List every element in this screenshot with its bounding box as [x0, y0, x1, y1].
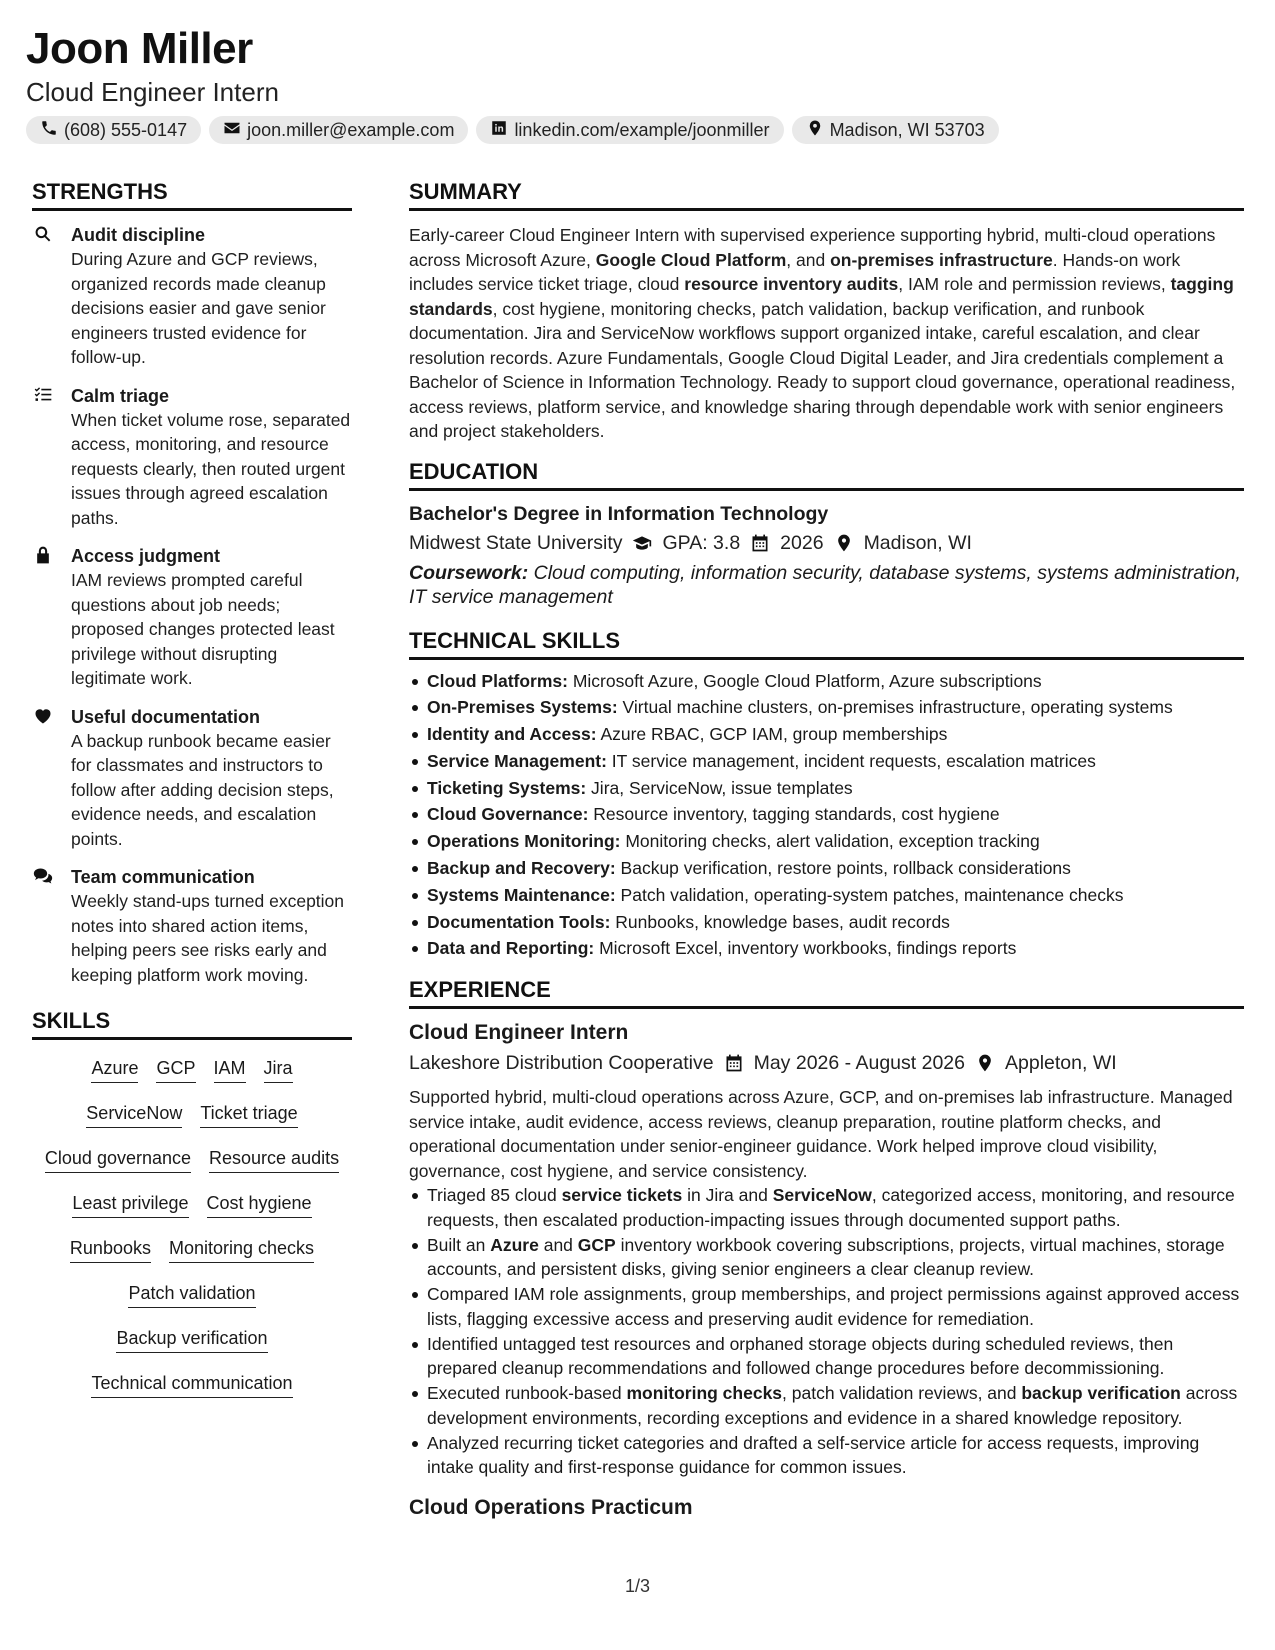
left-column — [32, 178, 352, 1416]
bold-text: Azure — [490, 1234, 539, 1255]
education-meta — [409, 529, 1244, 557]
map-pin-icon — [834, 533, 854, 553]
skill-tag: GCP — [156, 1056, 195, 1083]
technical-skill-item — [409, 909, 1244, 936]
graduation-cap-icon — [632, 533, 652, 553]
job-meta — [409, 1049, 1244, 1077]
experience-heading: EXPERIENCE — [409, 976, 1244, 1009]
skill-tag: ServiceNow — [86, 1101, 182, 1128]
bold-text: tagging standards — [409, 274, 1234, 319]
technical-skill-label: Cloud Platforms: — [427, 670, 568, 691]
technical-skill-text: Runbooks, knowledge bases, audit records — [610, 911, 950, 932]
job-bullet — [409, 1282, 1244, 1331]
job-description: Supported hybrid, multi-cloud operations across Azure, GCP, and on-premises lab infrastructure. Managed service intake, audit evidence, access reviews, cleanup preparation, routine platform checks, and operational documentation under senior-engineer guidance. Work helped improve cloud visibility, governance, cost hygiene, and service consistency. — [409, 1087, 1233, 1181]
technical-skill-text: Microsoft Azure, Google Cloud Platform, Azure subscriptions — [567, 670, 1042, 691]
job-bullet — [409, 1233, 1244, 1282]
technical-skill-text: Microsoft Excel, inventory workbooks, findings reports — [594, 938, 1017, 959]
strength-item — [32, 384, 352, 531]
text-run: Built an — [427, 1234, 491, 1255]
technical-skill-item — [409, 775, 1244, 802]
map-pin-icon — [806, 119, 824, 142]
technical-skill-item — [409, 801, 1244, 828]
skills-list — [32, 1056, 352, 1398]
contact-email[interactable] — [209, 116, 468, 144]
skill-row — [32, 1281, 352, 1308]
heart-icon — [33, 706, 53, 726]
text-run: inventory workbook covering subscriptions, projects, virtual machines, storage accounts, and persistent disks, giving senior engineers a clear cleanup review. — [427, 1234, 1225, 1280]
bold-text: GCP — [577, 1234, 616, 1255]
text-run: , IAM role and permission reviews, — [898, 274, 1171, 294]
technical-skill-label: Documentation Tools: — [427, 911, 611, 932]
calendar-icon — [750, 533, 770, 553]
text-run: , patch validation reviews, and — [782, 1383, 1022, 1404]
text-run: in Jira and — [682, 1185, 773, 1206]
skill-row — [32, 1236, 352, 1263]
bold-text: ServiceNow — [772, 1185, 872, 1206]
coursework — [409, 561, 1244, 609]
strength-text: During Azure and GCP reviews, organized records made cleanup decisions easier and gave senior engineers trusted evidence for follow-up. — [71, 249, 326, 367]
skill-row — [32, 1326, 352, 1353]
technical-skill-item — [409, 882, 1244, 909]
text-run: Triaged 85 cloud — [427, 1185, 562, 1206]
job-dates: May 2026 - August 2026 — [753, 1052, 965, 1075]
text-run: across development environments, recording exceptions and evidence in a shared knowledge repository. — [427, 1383, 1238, 1428]
envelope-icon — [223, 119, 241, 142]
lock-icon — [33, 545, 53, 565]
technical-skill-label: Service Management: — [427, 750, 607, 771]
strength-item — [32, 544, 352, 691]
skill-row — [32, 1371, 352, 1398]
technical-skill-label: Cloud Governance: — [427, 804, 589, 825]
candidate-name: Joon Miller — [26, 24, 253, 73]
gpa-text: GPA: 3.8 — [662, 531, 741, 554]
skill-tag: Ticket triage — [200, 1101, 297, 1128]
skill-tag: Cost hygiene — [207, 1191, 312, 1218]
text-run: Identified untagged test resources and orphaned storage objects during scheduled reviews, then prepared cleanup recommendations and followed change procedures before decommissioning. — [427, 1333, 1174, 1379]
strength-title: Calm triage — [71, 385, 170, 406]
checklist-icon — [33, 385, 53, 405]
technical-skill-text: Resource inventory, tagging standards, cost hygiene — [588, 804, 1000, 825]
strength-text: When ticket volume rose, separated access, monitoring, and resource requests clearly, then routed urgent issues through agreed escalation paths. — [71, 409, 351, 528]
bold-text: on-premises infrastructure — [830, 249, 1053, 270]
strength-text: Weekly stand-ups turned exception notes into shared action items, helping peers see risks early and keeping platform work moving. — [71, 891, 345, 985]
technical-skill-text: Azure RBAC, GCP IAM, group memberships — [596, 724, 948, 745]
strength-text: A backup runbook became easier for classmates and instructors to follow after adding decision steps, evidence needs, and escalation points. — [71, 730, 334, 849]
education-heading: EDUCATION — [409, 458, 1244, 491]
technical-skill-item — [409, 694, 1244, 721]
skill-row — [32, 1146, 352, 1173]
contact-location — [792, 116, 999, 144]
skill-tag: Azure — [91, 1056, 138, 1083]
technical-skill-label: Ticketing Systems: — [427, 777, 587, 798]
skill-tag: Monitoring checks — [169, 1236, 314, 1263]
text-run: , cost hygiene, monitoring checks, patch validation, backup verification, and runbook documentation. Jira and ServiceNow workflows support organized intake, careful escalation, and clear resolution records. Azure Fundamentals, Google Cloud Digital Leader, and Jira credentials complement a Bachelor of Science in Information Technology. Ready to support cloud governance, operational readiness, access reviews, platform service, and knowledge sharing through dependable work with senior engineers and project stakeholders. — [409, 298, 1236, 441]
technical-skill-item — [409, 748, 1244, 775]
text-run: and — [538, 1234, 578, 1255]
skill-tag: Technical communication — [91, 1371, 292, 1398]
summary-paragraph — [409, 223, 1244, 444]
job-bullet — [409, 1431, 1244, 1480]
technical-skill-text: Backup verification, restore points, rollback considerations — [615, 858, 1071, 879]
text-run: Early-career Cloud Engineer Intern with supervised experience supporting hybrid, multi-cloud operations across Microsoft Azure, — [409, 225, 1216, 270]
technical-skill-text: Monitoring checks, alert validation, exception tracking — [620, 831, 1040, 852]
strength-text: IAM reviews prompted careful questions about job needs; proposed changes protected least privilege without disrupting legitimate work. — [71, 570, 335, 688]
email-text: joon.miller@example.com — [247, 119, 455, 140]
technical-skill-label: Systems Maintenance: — [427, 884, 616, 905]
technical-skill-label: Data and Reporting: — [427, 938, 595, 959]
strengths-heading: STRENGTHS — [32, 178, 352, 211]
technical-skill-text: Patch validation, operating-system patches, maintenance checks — [615, 884, 1124, 905]
skill-row — [32, 1101, 352, 1128]
job-bullet — [409, 1381, 1244, 1430]
company-name: Lakeshore Distribution Cooperative — [409, 1052, 714, 1075]
technical-skills-heading: TECHNICAL SKILLS — [409, 627, 1244, 660]
job-location: Appleton, WI — [1005, 1052, 1117, 1075]
school-name: Midwest State University — [409, 531, 623, 554]
skill-row — [32, 1056, 352, 1083]
strength-item — [32, 865, 352, 987]
skill-tag: Runbooks — [70, 1236, 151, 1263]
skills-heading: SKILLS — [32, 1007, 352, 1040]
resume-header — [26, 24, 1251, 144]
job-bullets — [409, 1183, 1244, 1480]
skill-tag: IAM — [214, 1056, 246, 1083]
summary-heading: SUMMARY — [409, 178, 1244, 211]
job-bullet — [409, 1332, 1244, 1381]
text-run: Executed runbook-based — [427, 1383, 627, 1404]
coursework-text: Cloud computing, information security, database systems, systems administration, IT service management — [409, 561, 1241, 608]
technical-skill-item — [409, 828, 1244, 855]
bold-text: monitoring checks — [626, 1383, 783, 1404]
technical-skill-label: Operations Monitoring: — [427, 831, 621, 852]
degree-title: Bachelor's Degree in Information Technology — [409, 502, 829, 525]
technical-skill-label: Backup and Recovery: — [427, 858, 616, 879]
page-number: 1/3 — [624, 1576, 651, 1596]
technical-skill-item — [409, 935, 1244, 962]
magnifier-icon — [33, 224, 53, 244]
skill-tag: Resource audits — [209, 1146, 339, 1173]
text-run: , and — [786, 249, 831, 270]
school-location: Madison, WI — [863, 531, 972, 554]
calendar-icon — [724, 1053, 744, 1073]
skill-tag: Least privilege — [72, 1191, 188, 1218]
technical-skill-text: IT service management, incident requests, escalation matrices — [606, 750, 1096, 771]
coursework-label: Coursework: — [409, 561, 529, 584]
contact-phone — [26, 116, 201, 144]
text-run: . Hands-on work includes service ticket triage, cloud — [409, 249, 1181, 294]
text-run: Analyzed recurring ticket categories and drafted a self-service article for access requests, improving intake quality and first-response guidance for common issues. — [427, 1432, 1200, 1478]
skill-tag: Jira — [264, 1056, 293, 1083]
map-pin-icon — [975, 1053, 995, 1073]
strength-title: Useful documentation — [71, 706, 261, 727]
bold-text: backup verification — [1021, 1383, 1181, 1404]
phone-text: (608) 555-0147 — [64, 119, 188, 140]
phone-icon — [40, 119, 58, 142]
strength-title: Audit discipline — [71, 225, 206, 245]
technical-skill-item — [409, 668, 1244, 695]
next-job-title: Cloud Operations Practicum — [409, 1495, 693, 1519]
comments-icon — [33, 866, 53, 886]
linkedin-text: linkedin.com/example/joonmiller — [514, 119, 770, 140]
contact-bar — [26, 116, 1251, 144]
linkedin-icon — [490, 119, 508, 142]
technical-skill-label: Identity and Access: — [427, 724, 597, 745]
technical-skills-list — [409, 668, 1244, 963]
text-run: Compared IAM role assignments, group memberships, and project permissions against approved access lists, flagging excessive access and preserving audit evidence for remediation. — [427, 1284, 1240, 1329]
text-run: , categorized access, monitoring, and resource requests, then escalated production-impacting issues through documented support paths. — [427, 1185, 1235, 1230]
bold-text: Google Cloud Platform — [595, 249, 787, 270]
candidate-title: Cloud Engineer Intern — [26, 77, 279, 107]
job-bullet — [409, 1183, 1244, 1232]
skill-tag: Cloud governance — [45, 1146, 191, 1173]
location-text: Madison, WI 53703 — [829, 119, 985, 140]
technical-skill-item — [409, 855, 1244, 882]
strength-title: Team communication — [71, 867, 255, 887]
bold-text: service tickets — [561, 1185, 683, 1206]
job-title: Cloud Engineer Intern — [409, 1021, 629, 1045]
strength-item — [32, 223, 352, 370]
right-column — [409, 178, 1244, 1522]
strength-item — [32, 705, 352, 852]
skill-tag: Patch validation — [128, 1281, 255, 1308]
graduation-year: 2026 — [780, 531, 824, 554]
bold-text: resource inventory audits — [684, 274, 899, 294]
strength-title: Access judgment — [71, 546, 221, 566]
technical-skill-item — [409, 721, 1244, 748]
technical-skill-label: On-Premises Systems: — [427, 697, 618, 718]
skill-row — [32, 1191, 352, 1218]
skill-tag: Backup verification — [116, 1326, 267, 1353]
technical-skill-text: Virtual machine clusters, on-premises infrastructure, operating systems — [617, 697, 1173, 718]
technical-skill-text: Jira, ServiceNow, issue templates — [586, 777, 853, 798]
contact-linkedin[interactable] — [476, 116, 783, 144]
